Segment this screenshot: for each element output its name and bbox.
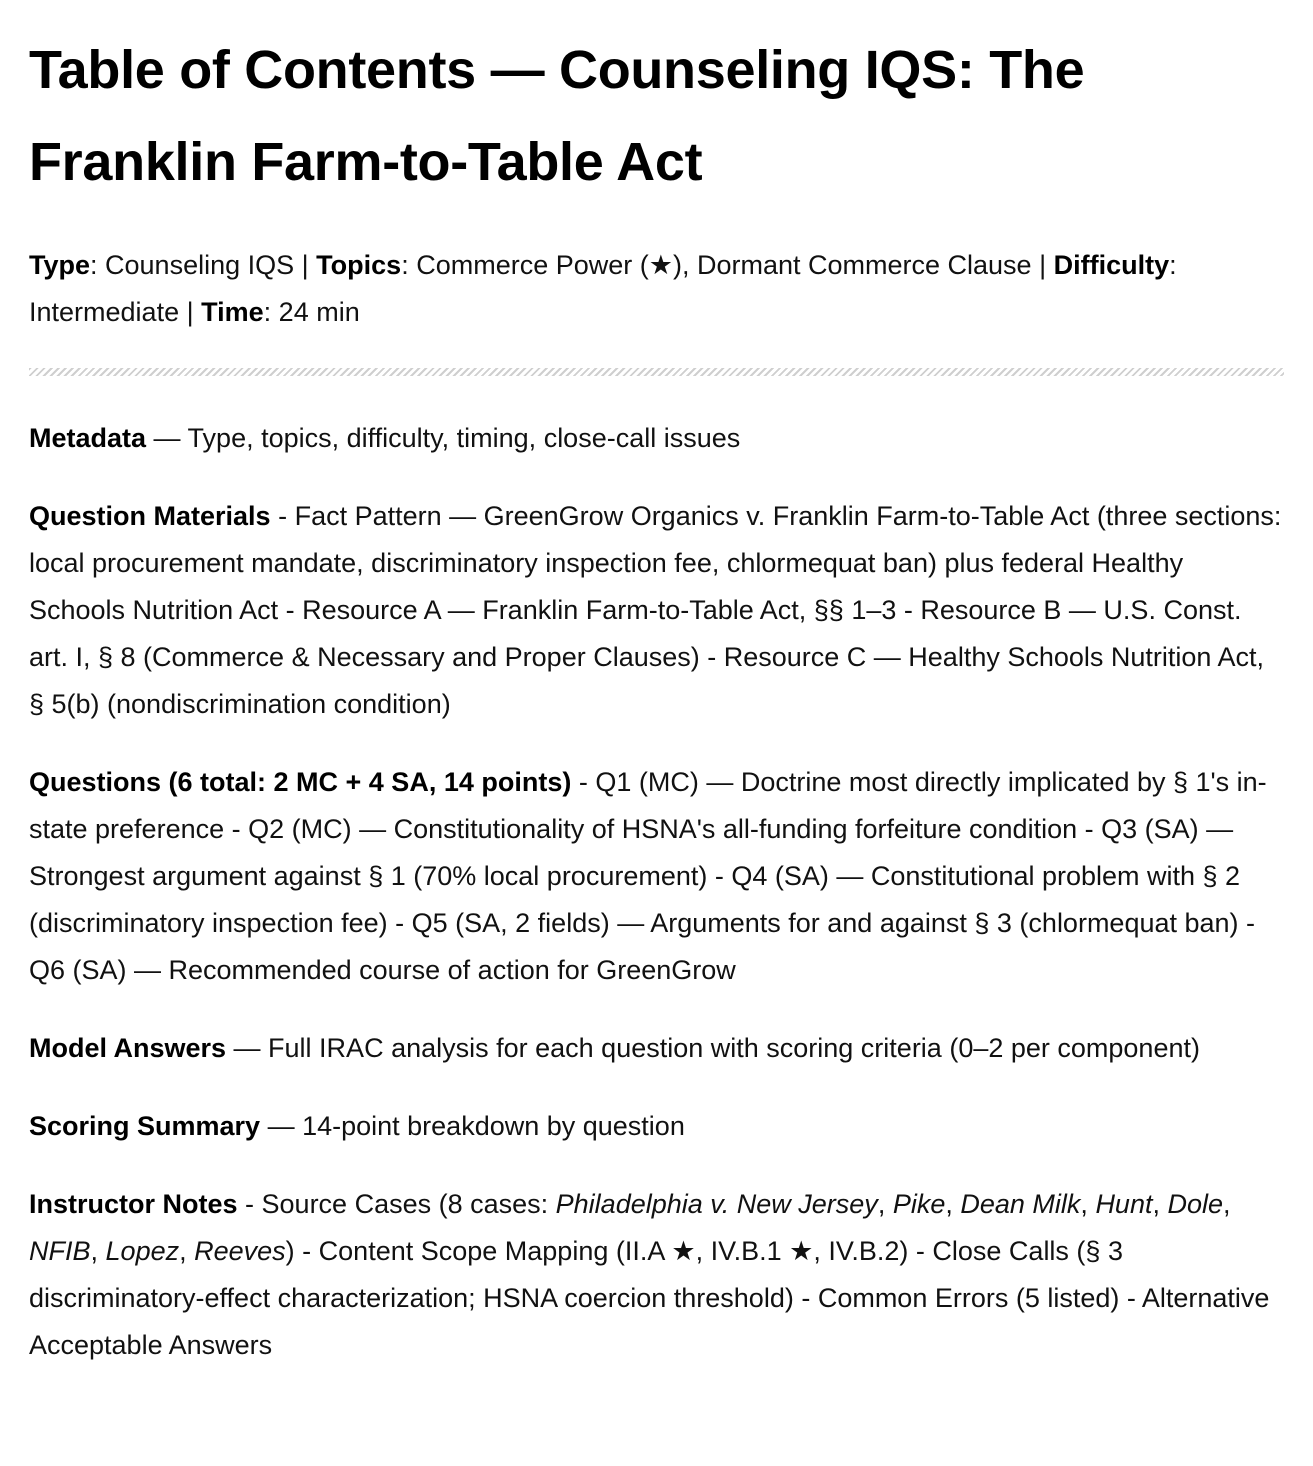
- case-separator: ,: [1152, 1189, 1168, 1219]
- toc-description: - Q1 (MC) — Doctrine most directly implicated by § 1's in-state preference - Q2 (MC) — Constitutionality of HSNA's all-funding forfeiture condition - Q3 (SA) — Strongest argument against § 1 (70% local procurement) - Q4 (SA) — Constitutional problem with § 2 (discriminatory inspection fee) - Q5 (SA, 2 fields) — Arguments for and against § 3 (chlormequat ban) - Q6 (SA) — Recommended course of action for GreenGrow: [29, 767, 1267, 985]
- divider: [29, 368, 1284, 376]
- difficulty-value: Intermediate: [29, 297, 180, 327]
- toc-description: — 14-point breakdown by question: [260, 1111, 685, 1141]
- topics-label: Topics: [316, 250, 402, 280]
- case-separator: ,: [945, 1189, 961, 1219]
- toc-entry-question-materials: [29, 493, 1284, 728]
- page-title: Table of Contents — Counseling IQS: The Franklin Farm-to-Table Act: [29, 40, 1085, 192]
- toc-heading: Question Materials: [29, 501, 271, 531]
- toc-heading: Questions (6 total: 2 MC + 4 SA, 14 points): [29, 767, 572, 797]
- toc-entry-scoring-summary: [29, 1103, 1284, 1150]
- case-separator: ,: [877, 1189, 893, 1219]
- case-name: Reeves: [194, 1236, 286, 1266]
- difficulty-label: Difficulty: [1053, 250, 1170, 280]
- type-label: Type: [29, 250, 91, 280]
- toc-description: - Fact Pattern — GreenGrow Organics v. Franklin Farm-to-Table Act (three sections: local procurement mandate, discriminatory inspection fee, chlormequat ban) plus federal Healthy Schools Nutrition Act - Resource A — Franklin Farm-to-Table Act, §§ 1–3 - Resource B — U.S. Const. art. I, § 8 (Commerce & Necessary and Proper Clauses) - Resource C — Healthy Schools Nutrition Act, § 5(b) (nondiscrimination condition): [29, 501, 1282, 719]
- separator: |: [1031, 250, 1054, 280]
- case-separator: ,: [1080, 1189, 1096, 1219]
- case-name: Lopez: [105, 1236, 180, 1266]
- toc-description-tail: ) - Content Scope Mapping (II.A ★, IV.B.1 ★, IV.B.2) - Close Calls (§ 3 discriminatory-effect characterization; HSNA coercion threshold) - Common Errors (5 listed) - Alternative Acceptable Answers: [29, 1236, 1270, 1360]
- case-separator: ,: [90, 1236, 106, 1266]
- case-name: Hunt: [1095, 1189, 1153, 1219]
- toc-heading: Model Answers: [29, 1033, 227, 1063]
- toc-entry-metadata: [29, 415, 1284, 462]
- toc-heading: Scoring Summary: [29, 1111, 261, 1141]
- separator: |: [294, 250, 317, 280]
- toc-entry-model-answers: [29, 1025, 1284, 1072]
- time-label: Time: [201, 297, 264, 327]
- toc-description-lead: - Source Cases (8 cases:: [237, 1189, 556, 1219]
- toc-entry-questions: [29, 759, 1284, 994]
- case-name: Philadelphia v. New Jersey: [555, 1189, 878, 1219]
- toc-heading: Instructor Notes: [29, 1189, 238, 1219]
- topics-value: Commerce Power (★), Dormant Commerce Clause: [416, 250, 1032, 280]
- case-name: Pike: [892, 1189, 946, 1219]
- time-value: 24 min: [278, 297, 360, 327]
- toc-heading: Metadata: [29, 423, 147, 453]
- case-name: NFIB: [29, 1236, 91, 1266]
- toc-description: — Full IRAC analysis for each question with scoring criteria (0–2 per component): [226, 1033, 1200, 1063]
- separator: |: [179, 297, 202, 327]
- toc-entry-instructor-notes: [29, 1181, 1284, 1369]
- case-name: Dole: [1167, 1189, 1224, 1219]
- metadata-line: Type: Counseling IQS | Topics: Commerce Power (★), Dormant Commerce Clause | Difficulty: Intermediate | Time: 24 min: [29, 250, 1177, 327]
- case-separator: ,: [179, 1236, 195, 1266]
- type-value: Counseling IQS: [105, 250, 295, 280]
- case-name: Dean Milk: [960, 1189, 1081, 1219]
- toc-description: — Type, topics, difficulty, timing, close-call issues: [146, 423, 741, 453]
- case-separator: ,: [1223, 1189, 1231, 1219]
